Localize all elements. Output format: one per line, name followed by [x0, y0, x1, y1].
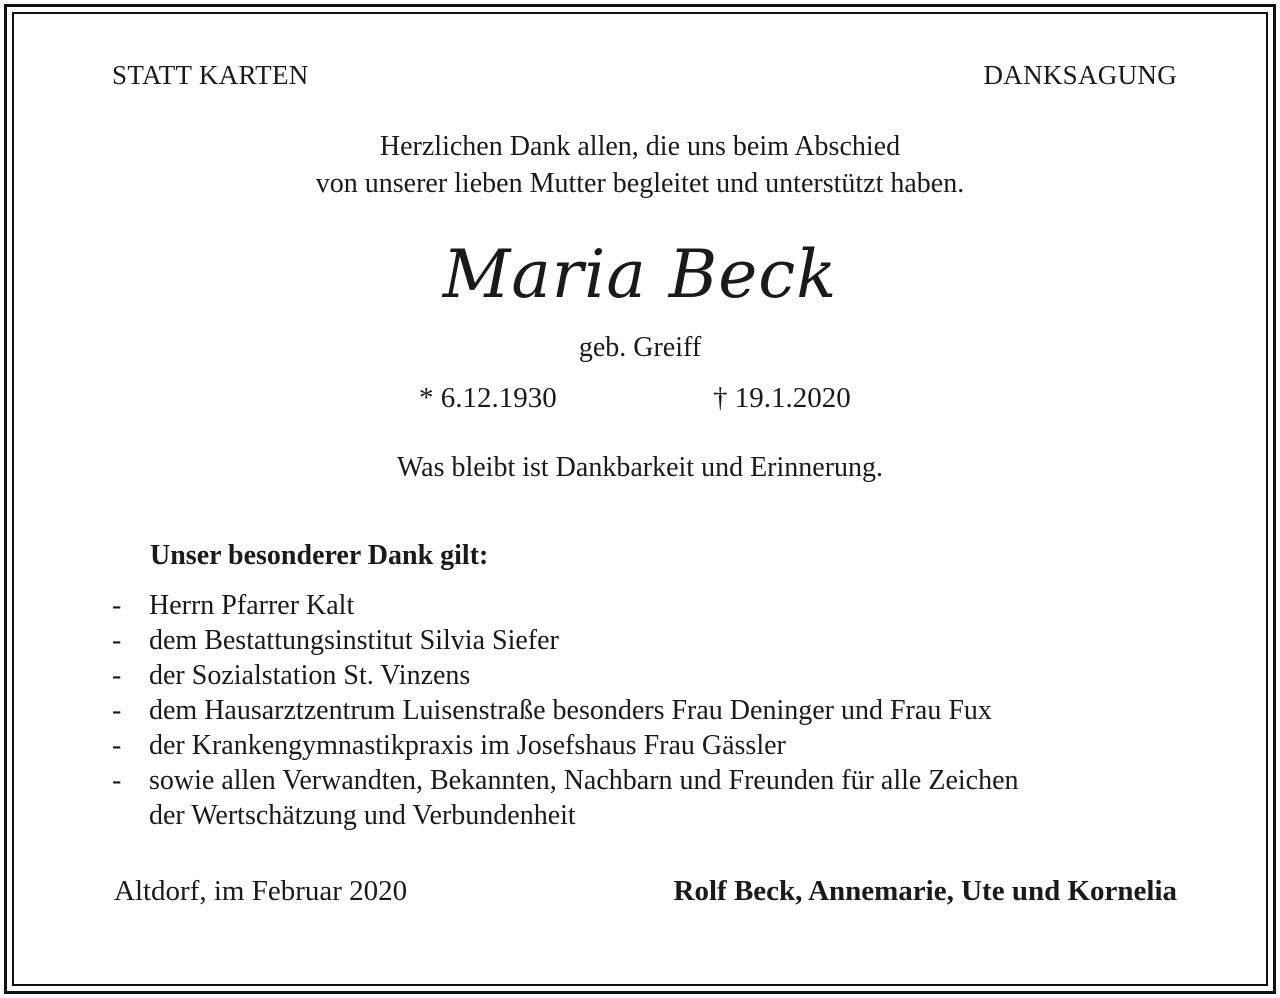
thanks-list: [112, 588, 1019, 833]
list-item-text: Herrn Pfarrer Kalt: [149, 590, 355, 621]
list-item: [112, 623, 1019, 658]
bullet-dash: -: [112, 765, 122, 796]
list-item: [112, 658, 1019, 693]
bullet-dash: -: [112, 730, 122, 761]
list-item-text: der Krankengymnastikpraxis im Josefshaus Frau Gässler: [149, 730, 786, 761]
list-item-text: dem Hausarztzentrum Luisenstraße besonders Frau Deninger und Frau Fux: [149, 695, 992, 726]
bullet-dash: -: [112, 625, 122, 656]
signatories: Rolf Beck, Annemarie, Ute und Kornelia: [673, 875, 1177, 907]
header-statt-karten: STATT KARTEN: [112, 60, 309, 90]
deceased-name: Maria Beck: [442, 236, 838, 313]
list-item-text-line-1: sowie allen Verwandten, Bekannten, Nachbarn und Freunden für alle Zeichen: [149, 765, 1019, 796]
list-item: [112, 728, 1019, 763]
intro-line-1: Herzlichen Dank allen, die uns beim Abschied: [379, 131, 901, 162]
death-date: † 19.1.2020: [713, 382, 851, 414]
list-item: [112, 763, 1019, 833]
list-item-text: der Sozialstation St. Vinzens: [149, 660, 471, 691]
birth-name: geb. Greiff: [578, 332, 702, 363]
header-danksagung: DANKSAGUNG: [983, 60, 1177, 90]
list-item: [112, 588, 1019, 623]
bullet-dash: -: [112, 660, 122, 691]
motto: Was bleibt ist Dankbarkeit und Erinnerung.: [396, 452, 884, 483]
place-and-date: Altdorf, im Februar 2020: [114, 875, 408, 907]
list-item-text-line-2: der Wertschätzung und Verbundenheit: [149, 800, 576, 831]
bullet-dash: -: [112, 590, 122, 621]
bullet-dash: -: [112, 695, 122, 726]
intro-line-2: von unserer lieben Mutter begleitet und unterstützt haben.: [315, 168, 965, 199]
birth-date: * 6.12.1930: [419, 382, 557, 414]
list-item-text: dem Bestattungsinstitut Silvia Siefer: [149, 625, 559, 656]
thanks-title: Unser besonderer Dank gilt:: [150, 540, 489, 571]
list-item: [112, 693, 1019, 728]
